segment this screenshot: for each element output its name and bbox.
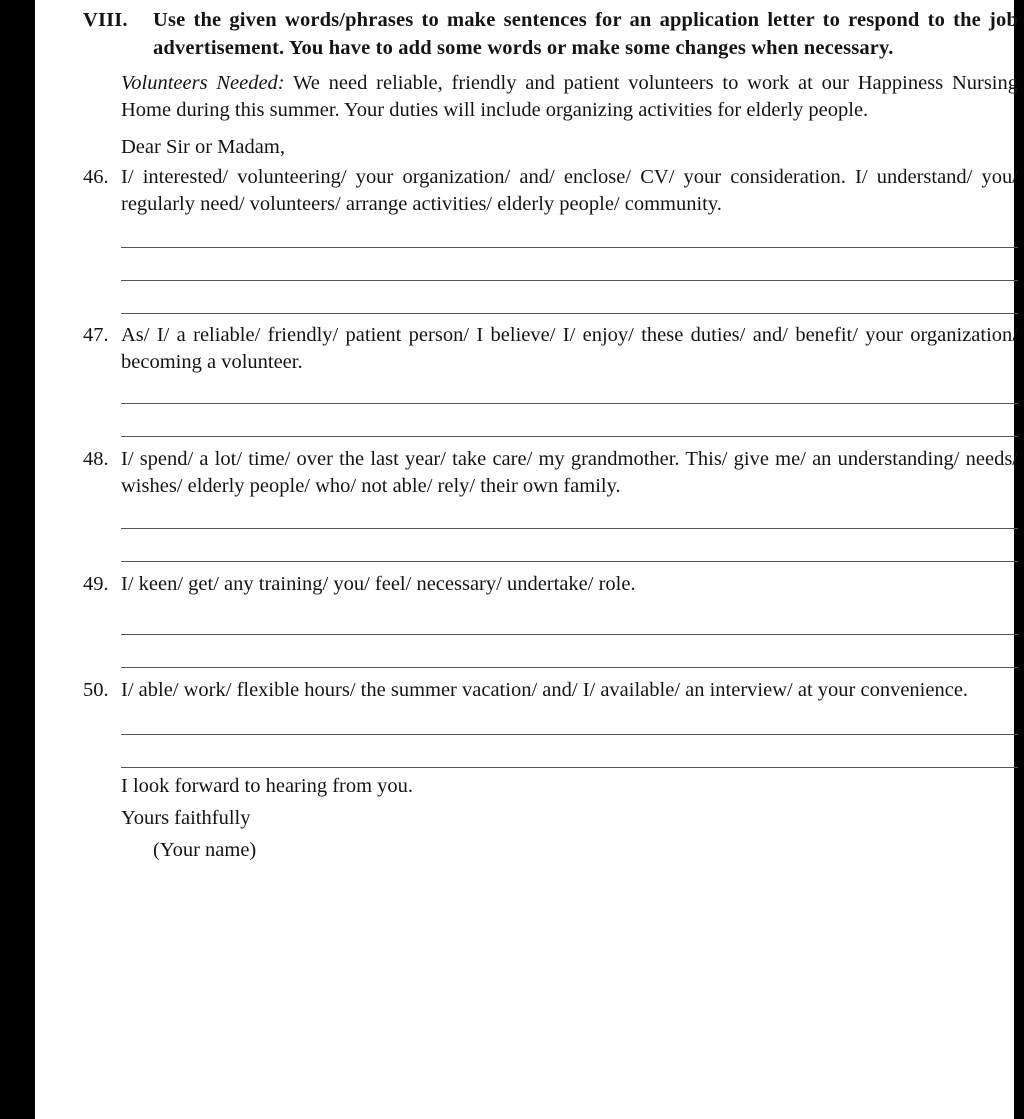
question-46 — [83, 164, 1018, 218]
section-heading — [83, 6, 1018, 62]
advertisement-text: We need reliable, friendly and patient volunteers to work at our Happiness Nursing Home during this summer. Your duties will include organizing activities for elderly people. — [121, 72, 1019, 121]
question-prompt: I/ keen/ get/ any training/ you/ feel/ necessary/ undertake/ role. — [121, 573, 636, 595]
answer-line[interactable] — [121, 403, 1018, 404]
signature-placeholder: (Your name) — [153, 839, 257, 861]
question-number: 50. — [83, 679, 109, 701]
answer-line[interactable] — [121, 767, 1018, 768]
answer-line[interactable] — [121, 634, 1018, 635]
worksheet-content — [83, 6, 1018, 866]
answer-line[interactable] — [121, 528, 1018, 529]
answer-line[interactable] — [121, 280, 1018, 281]
answer-lines-48 — [83, 528, 1018, 562]
section-instruction: Use the given words/phrases to make sentences for an application letter to respond to the job advertisement. You have to add some words or make some changes when necessary. — [153, 9, 1018, 59]
question-47 — [83, 322, 1018, 376]
worksheet-page — [35, 0, 1019, 1119]
question-number: 49. — [83, 573, 109, 595]
question-prompt: I/ interested/ volunteering/ your organization/ and/ enclose/ CV/ your consideration. I/ understand/ you/ regularly need/ volunteers/ arrange activities/ elderly people/ community. — [121, 166, 1018, 215]
left-border — [0, 0, 35, 1119]
answer-line[interactable] — [121, 667, 1018, 668]
question-number: 48. — [83, 448, 109, 470]
section-number: VIII. — [83, 9, 128, 31]
answer-line[interactable] — [121, 247, 1018, 248]
answer-lines-46 — [83, 247, 1018, 314]
answer-line[interactable] — [121, 561, 1018, 562]
question-50 — [83, 677, 1018, 704]
answer-line[interactable] — [121, 734, 1018, 735]
question-prompt: I/ able/ work/ flexible hours/ the summer vacation/ and/ I/ available/ an interview/ at your convenience. — [121, 679, 969, 701]
question-48 — [83, 446, 1018, 500]
answer-line[interactable] — [121, 313, 1018, 314]
question-prompt: As/ I/ a reliable/ friendly/ patient person/ I believe/ I/ enjoy/ these duties/ and/ benefit/ your organization/ becoming a volunteer. — [121, 324, 1018, 373]
question-number: 46. — [83, 166, 109, 188]
answer-lines-50 — [83, 734, 1018, 768]
answer-line[interactable] — [121, 436, 1018, 437]
job-advertisement — [83, 70, 1018, 124]
advertisement-label: Volunteers Needed: — [121, 72, 285, 94]
closing-line: I look forward to hearing from you. — [121, 775, 414, 797]
question-49 — [83, 571, 1018, 598]
letter-greeting: Dear Sir or Madam, — [121, 136, 285, 158]
sign-off: Yours faithfully — [121, 807, 251, 829]
answer-lines-49 — [83, 634, 1018, 668]
question-number: 47. — [83, 324, 109, 346]
question-prompt: I/ spend/ a lot/ time/ over the last year/ take care/ my grandmother. This/ give me/ an understanding/ needs/ wishes/ elderly people/ who/ not able/ rely/ their own family. — [121, 448, 1018, 497]
answer-lines-47 — [83, 403, 1018, 437]
